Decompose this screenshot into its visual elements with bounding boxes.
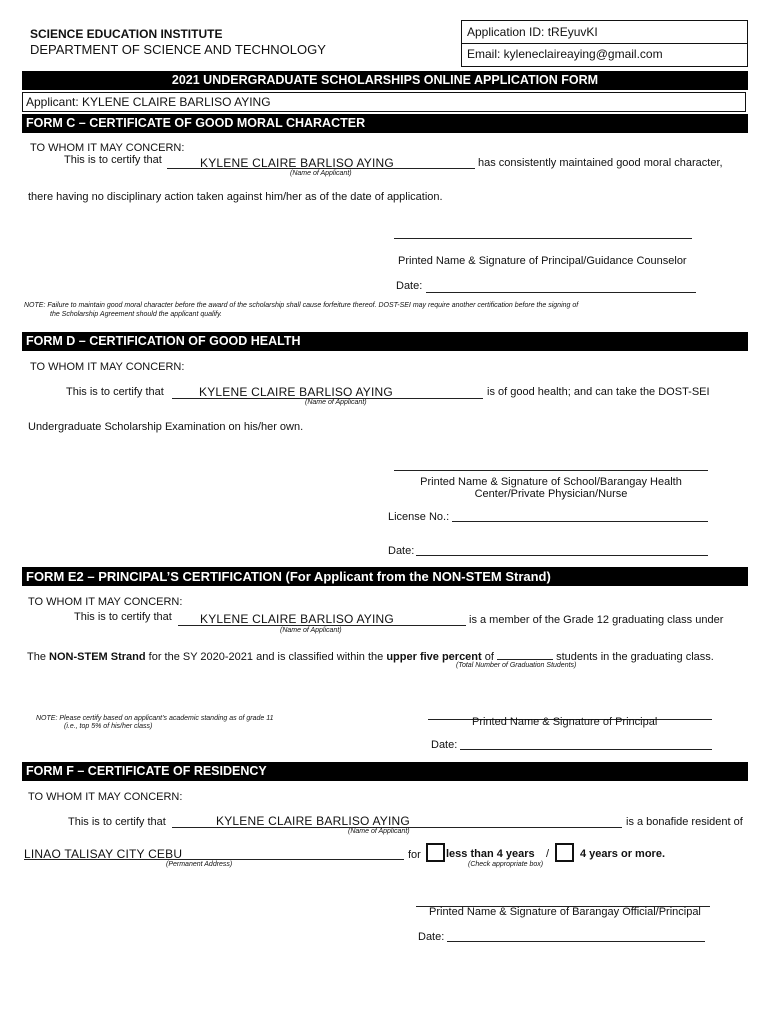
form-c-date-line [426, 280, 696, 293]
form-d-line2: Undergraduate Scholarship Examination on his/her own. [28, 421, 304, 433]
form-d-name-caption: (Name of Applicant) [305, 399, 367, 406]
form-e2-note-1: NOTE: Please certify based on applicant’s academic standing as of grade 11 [36, 715, 274, 722]
form-f-option-2: 4 years or more [580, 848, 662, 860]
form-f-applicant-name: KYLENE CLAIRE BARLISO AYING [216, 814, 410, 828]
form-d-date-line [416, 543, 708, 556]
applicant-line: Applicant: KYLENE CLAIRE BARLISO AYING [26, 95, 271, 109]
form-e2-date-label: Date: [431, 739, 458, 751]
form-f-slash: / [546, 848, 550, 860]
form-c-signature-line [394, 238, 692, 239]
form-f-check-caption: (Check appropriate box) [468, 861, 544, 868]
form-d-signature-caption [394, 476, 708, 500]
form-e2-the: The [27, 651, 46, 663]
less-than-4-years-checkbox[interactable] [426, 843, 445, 862]
form-e2-title: FORM E2 – PRINCIPAL’S CERTIFICATION (For Applicant from the NON-STEM Strand) [22, 567, 748, 586]
form-f-signature-caption: Printed Name & Signature of Barangay Official/Principal [429, 906, 701, 918]
form-c-certify: This is to certify that [64, 154, 162, 166]
4-years-or-more-checkbox[interactable] [555, 843, 574, 862]
institute-name: SCIENCE EDUCATION INSTITUTE [30, 27, 223, 41]
form-c-note-1: NOTE: Failure to maintain good moral character before the award of the scholarship shall cause forfeiture thereof. DOST-SEI may require another certification before the signing of [24, 302, 579, 309]
form-d-applicant-name: KYLENE CLAIRE BARLISO AYING [199, 385, 393, 399]
form-d-date-label: Date: [388, 545, 415, 557]
form-e2-of: of [484, 651, 494, 663]
form-d-after-name: is of good health; and can take the DOST-SEI [487, 386, 710, 398]
email: Email: kyleneclaireaying@gmail.com [467, 47, 663, 61]
form-d-license-line [452, 509, 708, 522]
form-e2-count-line [497, 649, 553, 660]
application-id-box [461, 20, 748, 44]
form-f-certify: This is to certify that [68, 816, 166, 828]
form-c-after-name: has consistently maintained good moral character, [478, 157, 723, 169]
form-e2-certify: This is to certify that [74, 611, 172, 623]
form-e2-strand: NON-STEM Strand [49, 651, 146, 663]
form-c-name-caption: (Name of Applicant) [290, 170, 352, 177]
form-e2-upper: upper five percent [386, 651, 482, 663]
form-f-to-whom: TO WHOM IT MAY CONCERN: [28, 791, 183, 803]
form-f-name-caption: (Name of Applicant) [348, 828, 410, 835]
form-f-period: . [661, 848, 665, 860]
form-e2-after-name: is a member of the Grade 12 graduating class under [469, 614, 724, 626]
form-c-applicant-name: KYLENE CLAIRE BARLISO AYING [200, 156, 394, 170]
form-c-line2: there having no disciplinary action taken against him/her as of the date of application. [28, 191, 443, 203]
form-d-signature-caption-2: Center/Private Physician/Nurse [474, 488, 628, 500]
form-f-option-1: less than 4 years [446, 848, 535, 860]
form-f-title: FORM F – CERTIFICATE OF RESIDENCY [22, 762, 748, 781]
form-e2-note-2: (i.e., top 5% of his/her class) [64, 723, 153, 730]
form-c-to-whom: TO WHOM IT MAY CONCERN: [30, 142, 185, 154]
form-d-title: FORM D – CERTIFICATION OF GOOD HEALTH [22, 332, 748, 351]
form-f-for: for [408, 849, 421, 861]
form-e2-mid: for the SY 2020-2021 and is classified within the [148, 651, 384, 663]
form-d-to-whom: TO WHOM IT MAY CONCERN: [30, 361, 185, 373]
form-d-signature-line [394, 470, 708, 471]
form-e2-to-whom: TO WHOM IT MAY CONCERN: [28, 596, 183, 608]
form-e2-signature-caption: Printed Name & Signature of Principal [472, 716, 658, 728]
form-d-signature-caption-1: Printed Name & Signature of School/Barangay Health [420, 476, 682, 488]
form-f-option-2-wrap [580, 848, 665, 860]
form-f-after-name: is a bonafide resident of [626, 816, 743, 828]
form-f-date-label: Date: [418, 931, 445, 943]
form-f-address-caption: (Permanent Address) [166, 861, 233, 868]
form-e2-name-caption: (Name of Applicant) [280, 627, 342, 634]
form-d-license-label: License No.: [388, 511, 450, 523]
form-c-note-2: the Scholarship Agreement should the applicant qualify. [50, 311, 222, 318]
form-title: 2021 UNDERGRADUATE SCHOLARSHIPS ONLINE APPLICATION FORM [22, 71, 748, 90]
form-c-signature-caption: Printed Name & Signature of Principal/Guidance Counselor [398, 255, 687, 267]
form-e2-line2 [27, 649, 714, 663]
form-e2-grad-caption: (Total Number of Graduation Students) [456, 662, 577, 669]
department-name: DEPARTMENT OF SCIENCE AND TECHNOLOGY [30, 42, 326, 57]
applicant-box [22, 92, 746, 112]
application-id: Application ID: tREyuvKI [467, 25, 598, 39]
form-e2-applicant-name: KYLENE CLAIRE BARLISO AYING [200, 612, 394, 626]
form-f-address: LINAO TALISAY CITY CEBU [24, 847, 183, 861]
form-e2-end: students in the graduating class. [556, 651, 714, 663]
form-c-title: FORM C – CERTIFICATE OF GOOD MORAL CHARACTER [22, 114, 748, 133]
email-box [461, 42, 748, 67]
form-d-certify: This is to certify that [66, 386, 164, 398]
form-c-date-label: Date: [396, 280, 423, 292]
form-e2-date-line [460, 737, 712, 750]
form-f-date-line [447, 929, 705, 942]
